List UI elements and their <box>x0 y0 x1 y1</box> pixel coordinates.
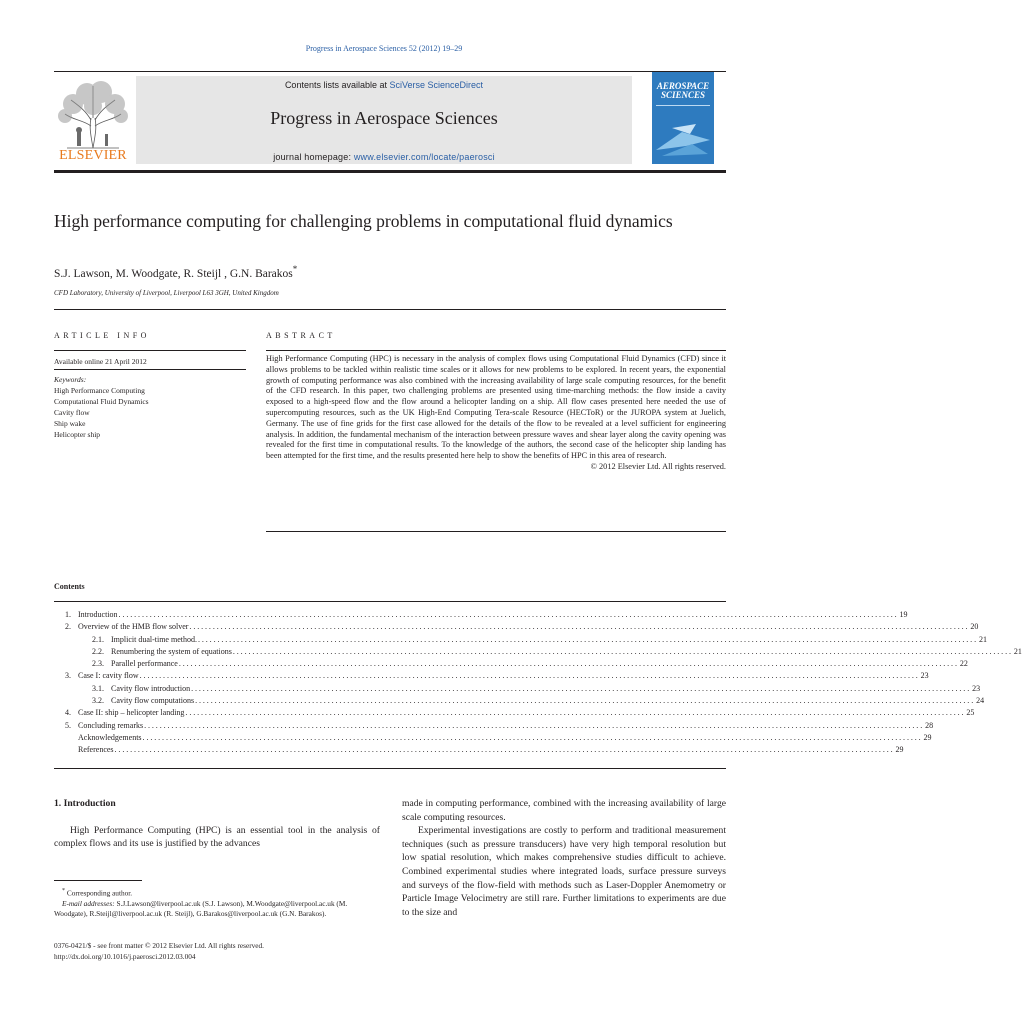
abstract-rule <box>266 350 726 351</box>
abstract-text: High Performance Computing (HPC) is necessary in the analysis of complex flows using Computational Fluid Dynamics (CFD) since it allows problems to be tackled within realistic time scales or it allows for new problems to be explored. In recent years, the exponential growth of computing performance was also combined with the increasing availability of large scale computing resources, for the benefit of the CFD research. In this paper, two challenging problems are presented using time-marching methods: the flow inside a cavity exposed to a high-speed flow and the flow around a helicopter landing on a ship. All flow cases presented here needed the use of supercomputing resources, such as the UK High-End Computing Tera-scale Resource (HECToR) or the JUROPA system at Juelich, Germany. The use of fine grids for the first case allowed for the details of the flow to be revealed at a level sufficient for engineering analysis. In addition, the fundamental mechanism of the interaction between pressure waves and shear layer along the cavity opening was revealed for the first time in computational results. To the knowledge of the authors, the second case of the helicopter ship landing has been attempted for the first time, and the results presented here help to show the benefits of HPC in this area of research. <box>266 354 726 461</box>
toc-leader-dots: ........................................................................................................................................................................................................ <box>178 659 959 669</box>
abstract-heading: ABSTRACT <box>266 331 336 340</box>
toc-number: 2.2. <box>92 646 104 656</box>
toc-entry[interactable] <box>54 683 981 695</box>
toc-entry[interactable] <box>54 720 934 732</box>
toc-label[interactable]: Cavity flow computations <box>111 696 195 706</box>
table-of-contents <box>54 609 1022 757</box>
body-paragraph: made in computing performance, combined with the increasing availability of large scale computing resources. <box>402 798 726 823</box>
toc-number: 5. <box>65 720 71 730</box>
toc-leader-dots: ........................................................................................................................................................................................................ <box>191 683 972 693</box>
toc-page-number[interactable]: 20 <box>970 622 979 632</box>
contents-bottom-rule <box>54 768 726 769</box>
cover-title <box>652 82 714 100</box>
toc-page-number[interactable]: 29 <box>895 745 904 755</box>
toc-number: 2.3. <box>92 659 104 669</box>
footnote-rule <box>54 880 142 881</box>
toc-label[interactable]: Cavity flow introduction <box>111 683 191 693</box>
toc-number: 1. <box>65 610 71 619</box>
abstract-copyright: © 2012 Elsevier Ltd. All rights reserved. <box>590 461 726 471</box>
article-authors <box>54 264 297 280</box>
email-label: E-mail addresses: <box>62 898 115 908</box>
sciencedirect-link[interactable]: SciVerse ScienceDirect <box>389 80 484 90</box>
toc-number: 2.1. <box>92 634 104 644</box>
article-title: High performance computing for challenging problems in computational fluid dynamics <box>54 211 673 231</box>
corresponding-footnote <box>54 886 380 899</box>
toc-entry[interactable] <box>54 646 1022 658</box>
toc-leader-dots: ........................................................................................................................................................................................................ <box>189 622 970 632</box>
contents-prefix: Contents lists available at <box>284 80 390 90</box>
toc-number: 3.2. <box>92 696 104 706</box>
elsevier-logo <box>53 76 133 164</box>
cover-title-line1: AEROSPACE <box>656 81 710 91</box>
toc-number: 3. <box>65 671 71 681</box>
toc-label[interactable]: Overview of the HMB flow solver <box>78 622 189 632</box>
body-paragraph: Experimental investigations are costly to perform and traditional measurement techniques (such as pressure transducers) have very high temporal resolution but low spatial resolution, which makes comprehensive studies difficult to achieve. Combined experimental studies where integrated loads, surface pressure surveys and surveys of the flow-field with methods such as Laser-Doppler Anemometry or Particle Image Velocimetry are still rare. Further limitations to experiments are due to the size and <box>402 825 726 918</box>
keyword-item: Ship wake <box>54 419 86 428</box>
body-left-column <box>54 797 380 851</box>
affiliation: CFD Laboratory, University of Liverpool, Liverpool L63 3GH, United Kingdom <box>54 289 279 297</box>
contents-heading: Contents <box>54 582 85 591</box>
email-addresses[interactable]: S.J.Lawson@liverpool.ac.uk (S.J. Lawson), M.Woodgate@liverpool.ac.uk (M. Woodgate), R.Steijl@liverpool.ac.uk (R. Steijl), G.Barakos@liverpool.ac.uk (G.N. Barakos). <box>54 898 348 919</box>
toc-leader-dots: ........................................................................................................................................................................................................ <box>195 696 976 706</box>
contents-rule <box>54 601 726 602</box>
toc-page-number[interactable]: 21 <box>978 634 987 644</box>
issn-line: 0376-0421/$ - see front matter © 2012 Elsevier Ltd. All rights reserved. <box>54 941 265 950</box>
section-heading-introduction: 1. Introduction <box>54 798 116 809</box>
toc-entry[interactable] <box>54 732 932 744</box>
toc-page-number[interactable]: 23 <box>920 671 929 681</box>
article-info-rule <box>54 350 246 351</box>
toc-page-number[interactable]: 28 <box>925 720 934 730</box>
toc-entry[interactable] <box>54 621 979 633</box>
title-block-rule <box>54 309 726 310</box>
body-right-column <box>402 797 726 919</box>
toc-entry[interactable] <box>54 658 968 670</box>
toc-entry[interactable] <box>54 695 985 707</box>
toc-entry[interactable] <box>54 634 987 646</box>
keyword-item: Cavity flow <box>54 408 90 417</box>
toc-leader-dots: ........................................................................................................................................................................................................ <box>185 708 966 718</box>
toc-label[interactable]: Renumbering the system of equations <box>111 646 232 656</box>
header-top-rule <box>54 71 726 72</box>
front-matter-block <box>54 941 380 962</box>
journal-cover-image <box>652 72 714 164</box>
authors-names: S.J. Lawson, M. Woodgate, R. Steijl , G.N. Barakos <box>54 267 293 280</box>
toc-page-number[interactable]: 29 <box>923 732 932 742</box>
toc-leader-dots: ........................................................................................................................................................................................................ <box>142 732 923 742</box>
toc-page-number[interactable]: 25 <box>966 708 975 718</box>
abstract-body <box>266 354 726 473</box>
toc-leader-dots: ........................................................................................................................................................................................................ <box>118 610 899 619</box>
elsevier-wordmark: ELSEVIER <box>59 148 127 163</box>
homepage-link[interactable]: www.elsevier.com/locate/paerosci <box>353 152 495 162</box>
abstract-bottom-rule <box>266 531 726 532</box>
toc-leader-dots: ........................................................................................................................................................................................................ <box>139 671 920 681</box>
article-info-heading: ARTICLE INFO <box>54 331 150 340</box>
journal-name: Progress in Aerospace Sciences <box>270 108 498 128</box>
email-footnote <box>54 899 380 920</box>
available-online: Available online 21 April 2012 <box>54 357 147 366</box>
toc-entry[interactable] <box>54 670 929 682</box>
available-rule <box>54 369 246 370</box>
toc-number: 3.1. <box>92 683 104 693</box>
header-bottom-rule <box>54 170 726 173</box>
toc-label[interactable]: Case II: ship – helicopter landing <box>78 708 185 718</box>
contents-availability <box>136 80 632 90</box>
toc-label[interactable]: Parallel performance <box>111 659 178 669</box>
toc-page-number[interactable]: 19 <box>899 610 908 619</box>
toc-number: 2. <box>65 622 71 632</box>
cover-stripe <box>656 105 710 106</box>
corresponding-label: Corresponding author. <box>66 888 133 898</box>
toc-leader-dots: ........................................................................................................................................................................................................ <box>114 745 895 755</box>
cover-title-line2: SCIENCES <box>660 90 706 100</box>
toc-leader-dots: ........................................................................................................................................................................................................ <box>144 720 925 730</box>
toc-leader-dots: ........................................................................................................................................................................................................ <box>197 634 978 644</box>
toc-page-number[interactable]: 24 <box>976 696 985 706</box>
doi-link[interactable]: http://dx.doi.org/10.1016/j.paerosci.2012.03.004 <box>54 951 196 961</box>
journal-homepage <box>136 152 632 162</box>
journal-reference[interactable]: Progress in Aerospace Sciences 52 (2012) 19–29 <box>305 44 463 53</box>
toc-leader-dots: ........................................................................................................................................................................................................ <box>232 646 1013 656</box>
toc-number: 4. <box>65 708 71 718</box>
footnote <box>54 886 380 920</box>
toc-entry[interactable] <box>54 744 904 756</box>
toc-page-number[interactable]: 23 <box>972 683 981 693</box>
toc-label[interactable]: Implicit dual-time method. <box>111 634 197 644</box>
toc-label[interactable]: Acknowledgements <box>78 732 142 742</box>
toc-label[interactable]: Concluding remarks <box>78 720 144 730</box>
homepage-prefix: journal homepage: <box>273 152 354 162</box>
toc-entry[interactable] <box>54 609 908 621</box>
keywords-label: Keywords: <box>54 375 87 384</box>
toc-label[interactable]: Case I: cavity flow <box>78 671 139 681</box>
footnote-mark: * <box>62 888 66 894</box>
keyword-item: Computational Fluid Dynamics <box>54 397 149 406</box>
keyword-item: Helicopter ship <box>54 430 101 439</box>
toc-page-number[interactable]: 21 <box>1013 646 1022 656</box>
toc-label[interactable]: References <box>78 745 114 755</box>
toc-label[interactable]: Introduction <box>78 610 118 619</box>
corresponding-author-mark[interactable]: * <box>292 264 298 274</box>
body-paragraph: High Performance Computing (HPC) is an essential tool in the analysis of complex flows and its use is justified by the advances <box>54 824 380 850</box>
toc-entry[interactable] <box>54 707 975 719</box>
toc-page-number[interactable]: 22 <box>959 659 968 669</box>
keywords-block <box>54 374 149 440</box>
cover-art-icon <box>652 110 714 164</box>
keyword-item: High Performance Computing <box>54 386 145 395</box>
